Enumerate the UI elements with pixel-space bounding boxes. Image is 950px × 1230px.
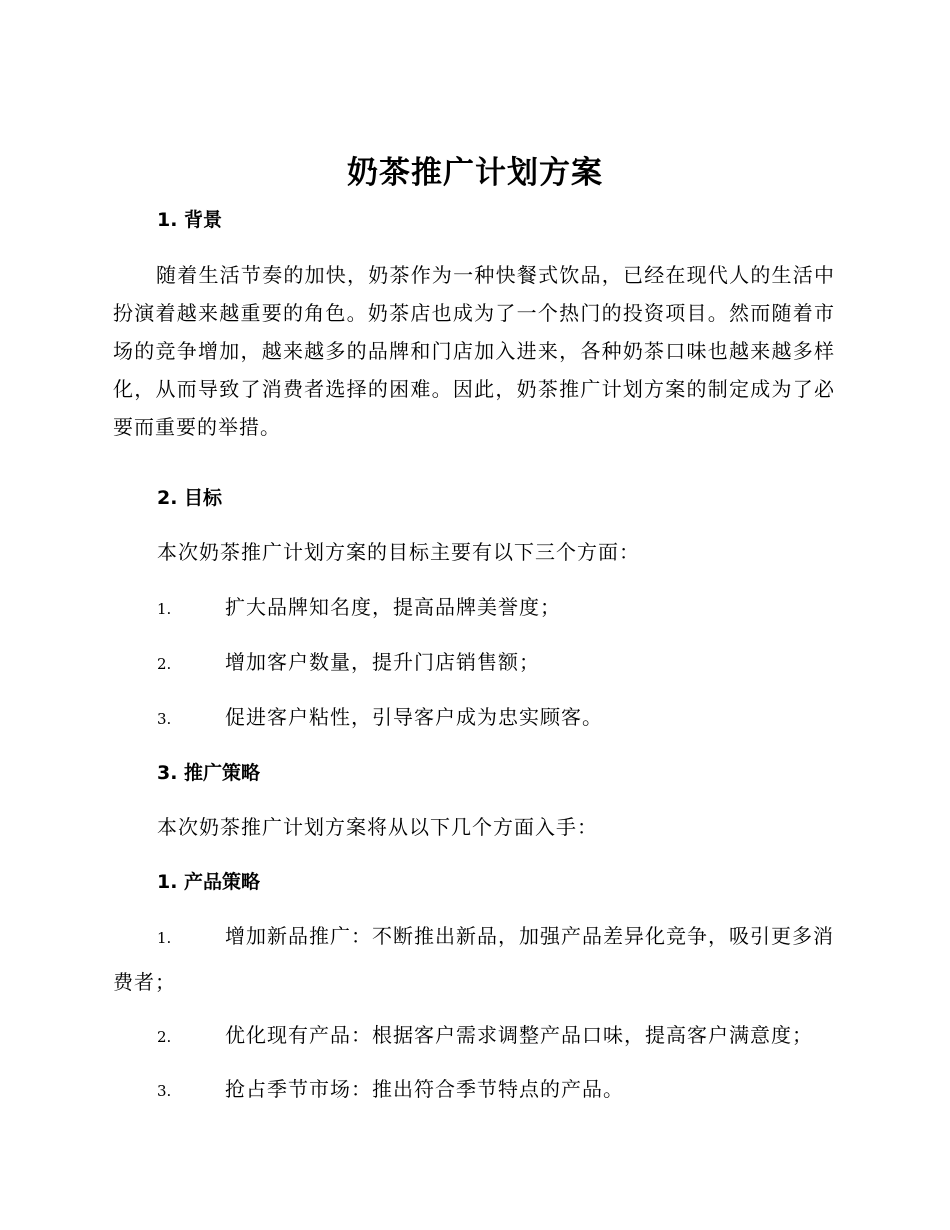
list-number: 2. [157,655,172,673]
list-number: 2. [157,1028,172,1046]
list-number: 1. [157,929,172,947]
list-number: 3. [157,710,172,728]
section-heading-strategy: 3. 推广策略 [157,762,261,784]
subsection-heading-product: 1. 产品策略 [157,871,261,893]
list-number: 3. [157,1082,172,1100]
document-title: 奶茶推广计划方案 [347,155,603,191]
product-item [113,914,835,1004]
background-paragraph: 随着生活节奏的加快，奶茶作为一种快餐式饮品，已经在现代人的生活中扮演着越来越重要的角色。奶茶店也成为了一个热门的投资项目。然而随着市场的竞争增加，越来越多的品牌和门店加入进来，各种奶茶口味也越来越多样化，从而导致了消费者选择的困难。因此，奶茶推广计划方案的制定成为了必要而重要的举措。 [113,263,835,439]
section-heading-background: 1. 背景 [157,209,223,231]
strategy-intro: 本次奶茶推广计划方案将从以下几个方面入手： [157,815,598,839]
list-text: 优化现有产品：根据客户需求调整产品口味，提高客户满意度； [225,1023,813,1047]
goals-intro: 本次奶茶推广计划方案的目标主要有以下三个方面： [157,540,640,564]
list-text: 抢占季节市场：推出符合季节特点的产品。 [225,1077,624,1101]
section-heading-goals: 2. 目标 [157,487,223,509]
list-text: 增加客户数量，提升门店销售额； [225,650,540,674]
list-text: 扩大品牌知名度，提高品牌美誉度； [225,595,561,619]
list-text: 增加新品推广：不断推出新品，加强产品差异化竞争，吸引更多消费者； [113,924,834,994]
list-text: 促进客户粘性，引导客户成为忠实顾客。 [225,705,603,729]
list-number: 1. [157,600,172,618]
